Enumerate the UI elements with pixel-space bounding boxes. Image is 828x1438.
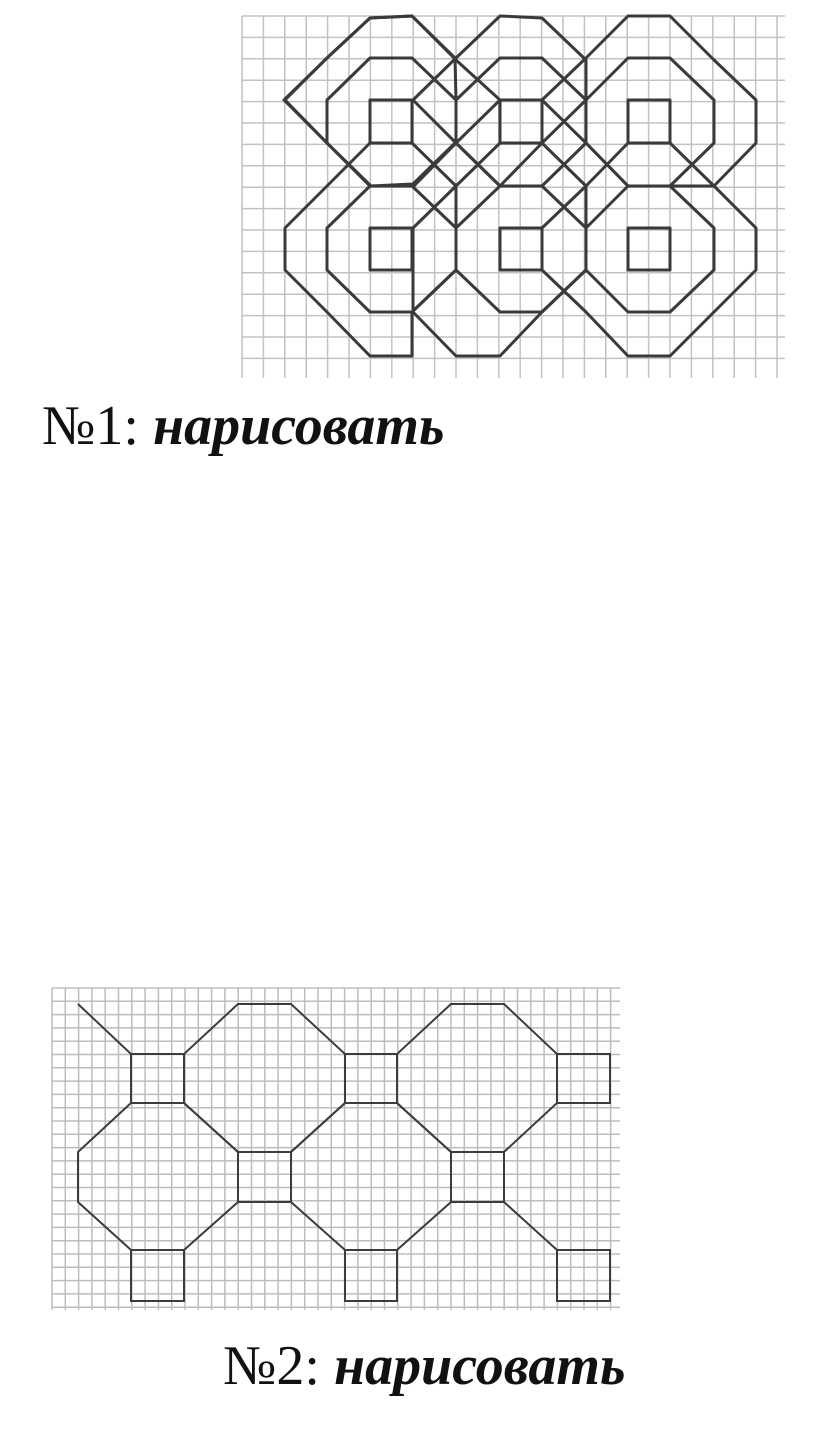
caption-number: №2: <box>223 1335 320 1397</box>
square-tile <box>131 1054 184 1103</box>
caption-instruction: нарисовать <box>153 395 445 457</box>
pattern-figure-2 <box>45 982 625 1315</box>
center-square <box>370 100 412 143</box>
center-square <box>500 228 542 270</box>
grid-lines <box>52 988 620 1310</box>
center-square <box>370 228 412 270</box>
caption-figure-1 <box>42 395 445 457</box>
caption-figure-2 <box>223 1335 626 1397</box>
caption-number: №1: <box>42 395 139 457</box>
pattern-figure-1 <box>230 0 795 385</box>
center-square <box>500 100 542 143</box>
caption-instruction: нарисовать <box>334 1335 626 1397</box>
